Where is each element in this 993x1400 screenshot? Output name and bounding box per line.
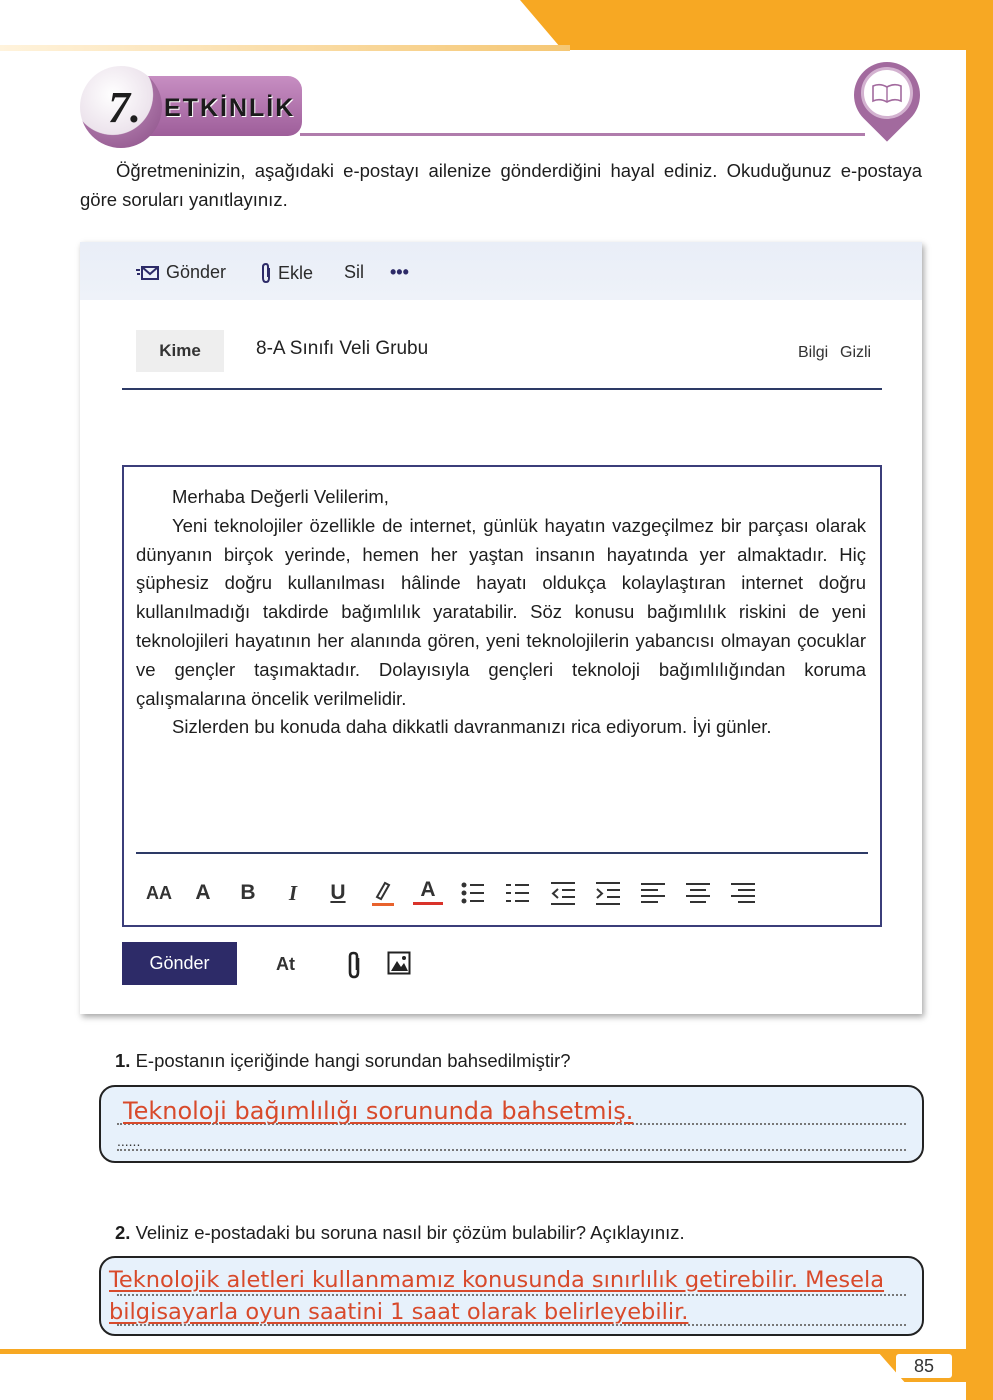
activity-title: ETKİNLİK xyxy=(164,94,296,122)
align-center-icon[interactable] xyxy=(683,875,713,911)
answer-box-1[interactable] xyxy=(99,1085,924,1163)
email-top-toolbar xyxy=(80,242,922,300)
answer-2-line-2: bilgisayarla oyun saatini 1 saat olarak belirleyebilir. xyxy=(109,1299,689,1325)
format-bar-divider xyxy=(136,852,868,854)
font-size-icon[interactable]: AA xyxy=(146,883,172,903)
question-2 xyxy=(115,1222,685,1244)
paperclip-icon xyxy=(260,262,272,284)
grow-font-icon[interactable]: A xyxy=(195,881,211,904)
italic-icon[interactable]: I xyxy=(288,881,298,905)
question-1 xyxy=(115,1050,571,1072)
toolbar-delete-button[interactable] xyxy=(344,262,364,283)
send-mail-icon xyxy=(136,265,160,281)
bullets-icon[interactable] xyxy=(458,875,488,911)
answer-box-2[interactable] xyxy=(99,1256,924,1336)
underline-icon[interactable]: U xyxy=(330,881,346,904)
attach-icon[interactable] xyxy=(344,950,364,980)
outdent-icon[interactable] xyxy=(548,875,578,911)
answer-1-text: Teknoloji bağımlılığı sorununda bahsetmiş. xyxy=(123,1097,634,1125)
recipient-field[interactable]: 8-A Sınıfı Veli Grubu xyxy=(256,338,429,359)
align-left-icon[interactable] xyxy=(638,875,668,911)
top-orange-band xyxy=(520,0,993,50)
question-2-number: 2. xyxy=(115,1222,131,1243)
numbering-icon[interactable] xyxy=(503,875,533,911)
right-orange-band xyxy=(966,0,993,1400)
question-2-text: Veliniz e-postadaki bu soruna nasıl bir çözüm bulabilir? Açıklayınız. xyxy=(135,1222,685,1243)
highlight-icon[interactable] xyxy=(368,875,398,911)
email-paragraph-1: Yeni teknolojiler özellikle de internet, günlük hayatın vazgeçilmez bir parçası olarak dünyanın birçok yerinde, hemen her yaştan insanın hayatında yer almaktadır. Hiç şüphesiz doğru kullanılması hâlinde hayatı oldukça kolaylaştıran internet doğru kullanılmadığı takdirde bağımlılık yaratabilir. Söz konusu bağımlılık riskini de yeni teknolojileri hayatının her alanında gören, yeni teknolojilerin yabancısı olmayan çocuklar ve gençler taşımaktadır. Dolayısıyla gençleri teknoloji bağımlılığından koruma çalışmalarına öncelik verilmelidir. xyxy=(136,514,866,709)
discard-button[interactable]: At xyxy=(276,954,295,974)
email-body-text xyxy=(136,483,866,742)
email-body-editor[interactable] xyxy=(122,465,882,927)
email-paragraph-2: Sizlerden bu konuda daha dikkatli davranmanızı rica ediyorum. İyi günler. xyxy=(172,716,772,738)
activity-number: 7. xyxy=(108,83,141,132)
book-icon xyxy=(871,83,903,103)
header-divider xyxy=(300,133,865,136)
more-options-icon[interactable]: ••• xyxy=(390,262,409,282)
email-compose-window xyxy=(80,242,922,1014)
indent-icon[interactable] xyxy=(593,875,623,911)
recipient-divider xyxy=(122,388,882,390)
toolbar-attach-button[interactable] xyxy=(260,262,313,284)
format-toolbar xyxy=(144,875,764,911)
top-accent-line xyxy=(0,45,570,51)
page-number: 85 xyxy=(896,1354,952,1378)
toolbar-attach-label: Ekle xyxy=(278,262,314,283)
question-1-number: 1. xyxy=(115,1050,131,1071)
font-color-icon[interactable]: A xyxy=(413,875,443,905)
cc-link[interactable]: Bilgi xyxy=(798,344,829,361)
toolbar-delete-label: Sil xyxy=(344,262,365,282)
answer-2-line-1: Teknolojik aletleri kullanmamız konusunda sınırlılık getirebilir. Mesela xyxy=(109,1267,885,1293)
bcc-link[interactable]: Gizli xyxy=(840,344,872,361)
align-right-icon[interactable] xyxy=(728,875,758,911)
to-field-label[interactable]: Kime xyxy=(136,330,224,372)
send-button[interactable]: Gönder xyxy=(122,942,237,985)
bottom-orange-line xyxy=(0,1349,966,1354)
bold-icon[interactable]: B xyxy=(240,881,256,904)
email-greeting: Merhaba Değerli Velilerim, xyxy=(172,486,389,507)
answer-1-dotted-line-2 xyxy=(117,1149,906,1151)
intro-text: Öğretmeninizin, aşağıdaki e-postayı ailenize gönderdiğini hayal ediniz. Okuduğunuz e-postaya göre soruları yanıtlayınız. xyxy=(80,160,922,210)
toolbar-send-button[interactable] xyxy=(136,262,226,283)
answer-1-dots: ...... xyxy=(117,1133,141,1149)
insert-image-icon[interactable] xyxy=(387,950,411,976)
toolbar-send-label: Gönder xyxy=(166,262,227,282)
question-1-text: E-postanın içeriğinde hangi sorundan bahsedilmiştir? xyxy=(135,1050,571,1071)
